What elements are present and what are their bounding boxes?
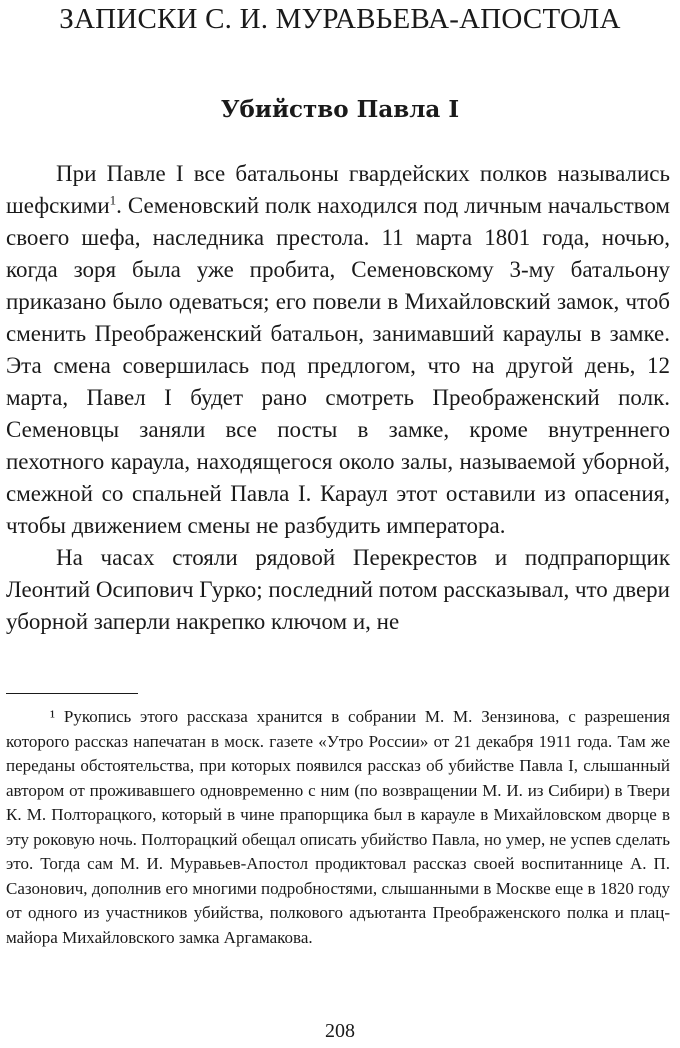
paragraph: На часах стояли рядовой Перекрестов и подпрапорщик Леонтий Осипович Гурко; последний потом рассказывал, что двери уборной заперли накрепко ключом и, не (6, 545, 670, 634)
body-text (6, 158, 670, 638)
page-number: 208 (325, 1020, 355, 1042)
paragraph (6, 158, 670, 542)
footnote-reference: 1 (109, 192, 117, 208)
running-head: ЗАПИСКИ С. И. МУРАВЬЕВА-АПОСТОЛА (59, 3, 621, 35)
footnote-separator (6, 693, 138, 694)
paragraph-text-end: . Семеновский полк находился под личным начальством своего шефа, наследника престола. 11 марта 1801 года, ночью, когда зоря была уже пробита, Семеновскому 3-му батальону приказано было одеваться; его повели в Михайловский замок, чтоб сменить Преображенский батальон, занимавший караулы в замке. Эта смена совершилась под предлогом, что на другой день, 12 марта, Павел I будет рано смотреть Преображенский полк. Семеновцы заняли все посты в замке, кроме внутреннего пехотного караула, находящегося около залы, называемой уборной, смежной со спальней Павла I. Караул этот оставили из опасения, чтобы движением смены не разбудить императора. (6, 193, 670, 538)
paragraph-text-start: При Павле I все батальоны гвардейских полков назывались шефскими (6, 161, 670, 218)
footnote: ¹ Рукопись этого рассказа хранится в собрании М. М. Зензинова, с разрешения которого рассказ напечатан в моск. газете «Утро России» от 21 декабря 1911 года. Там же переданы обстоятельства, при которых появился рассказ об убийстве Павла I, слышанный автором от проживавшего одновременно с ним (по возвращении М. И. из Сибири) в Твери К. М. Полторацкого, который в чине прапорщика был в карауле в Михайловском дворце в эту роковую ночь. Полторацкий обещал описать убийство Павла, но умер, не успев сделать это. Тогда сам М. И. Муравьев-Апостол продиктовал рассказ своей воспитаннице А. П. Сазонович, дополнив его многими подробностями, слышанными в Москве еще в 1820 году от одного из участников убийства, полкового адъютанта Преображенского полка и плац-майора Михайловского замка Аргамакова. (6, 707, 670, 947)
chapter-title: Убийство Павла I (220, 96, 460, 123)
